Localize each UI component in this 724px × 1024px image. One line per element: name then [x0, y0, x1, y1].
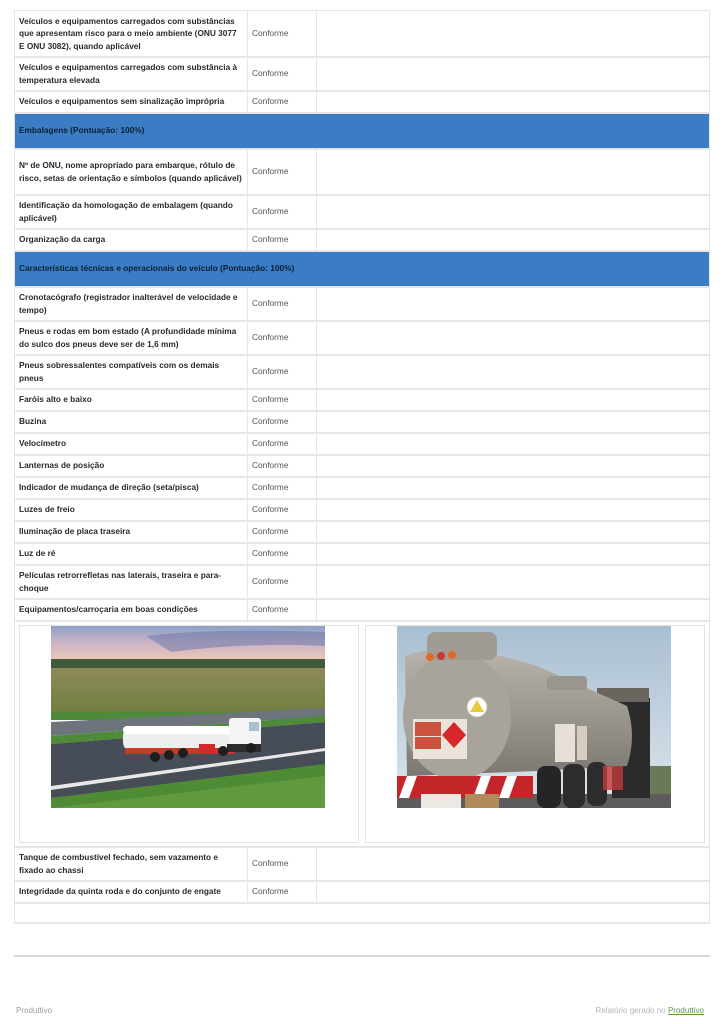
- table-row: [15, 847, 710, 881]
- comment-cell: [317, 321, 710, 355]
- section-header-caracteristicas: [15, 251, 710, 287]
- comment-cell: [317, 847, 710, 881]
- answer-cell: Conforme: [248, 11, 317, 57]
- table-row: [15, 499, 710, 521]
- question-cell: Luz de ré: [15, 543, 248, 565]
- comment-cell: [317, 599, 710, 621]
- comment-cell: [317, 91, 710, 113]
- answer-cell: Conforme: [248, 57, 317, 91]
- footer-divider: [14, 955, 710, 957]
- table-row: [15, 321, 710, 355]
- table-row: [15, 599, 710, 621]
- checklist-table: [14, 10, 710, 924]
- comment-cell: [317, 477, 710, 499]
- answer-cell: Conforme: [248, 881, 317, 903]
- comment-cell: [317, 499, 710, 521]
- answer-cell: Conforme: [248, 229, 317, 251]
- question-cell: Faróis alto e baixo: [15, 389, 248, 411]
- photo-row: [15, 621, 710, 847]
- table-row: [15, 355, 710, 389]
- question-cell: Pneus e rodas em bom estado (A profundidade mínima do sulco dos pneus deve ser de 1,6 mm): [15, 321, 248, 355]
- question-cell: Veículos e equipamentos carregados com substâncias que apresentam risco para o meio ambiente (ONU 3077 E ONU 3082), quando aplicável: [15, 11, 248, 57]
- comment-cell: [317, 543, 710, 565]
- comment-cell: [317, 11, 710, 57]
- answer-cell: Conforme: [248, 321, 317, 355]
- table-row: [15, 521, 710, 543]
- report-page: [14, 10, 710, 924]
- comment-cell: [317, 881, 710, 903]
- photo-frame[interactable]: [19, 625, 359, 843]
- table-row: [15, 411, 710, 433]
- answer-cell: Conforme: [248, 499, 317, 521]
- table-tail-spacer: [15, 903, 710, 923]
- question-cell: Indicador de mudança de direção (seta/pisca): [15, 477, 248, 499]
- answer-cell: Conforme: [248, 477, 317, 499]
- comment-cell: [317, 195, 710, 229]
- comment-cell: [317, 229, 710, 251]
- table-row: [15, 565, 710, 599]
- table-row: [15, 455, 710, 477]
- table-row: [15, 57, 710, 91]
- answer-cell: Conforme: [248, 355, 317, 389]
- question-cell: Cronotacógrafo (registrador inalterável de velocidade e tempo): [15, 287, 248, 321]
- table-row: [15, 477, 710, 499]
- answer-cell: Conforme: [248, 91, 317, 113]
- photo-tanker-highway[interactable]: [51, 626, 325, 808]
- answer-cell: Conforme: [248, 543, 317, 565]
- question-cell: Veículos e equipamentos sem sinalização imprópria: [15, 91, 248, 113]
- answer-cell: Conforme: [248, 287, 317, 321]
- answer-cell: Conforme: [248, 149, 317, 195]
- comment-cell: [317, 389, 710, 411]
- footer-produttivo-link[interactable]: Produttivo: [667, 1006, 704, 1015]
- answer-cell: Conforme: [248, 433, 317, 455]
- answer-cell: Conforme: [248, 521, 317, 543]
- question-cell: Nº de ONU, nome apropriado para embarque, rótulo de risco, setas de orientação e símbolos (quando aplicável): [15, 149, 248, 195]
- question-cell: Organização da carga: [15, 229, 248, 251]
- answer-cell: Conforme: [248, 389, 317, 411]
- question-cell: Buzina: [15, 411, 248, 433]
- footer-generated-by: [595, 1006, 704, 1015]
- table-row: [15, 389, 710, 411]
- answer-cell: Conforme: [248, 195, 317, 229]
- comment-cell: [317, 355, 710, 389]
- section-header-embalagens: [15, 113, 710, 149]
- question-cell: Velocímetro: [15, 433, 248, 455]
- table-row: [15, 881, 710, 903]
- photo-tanker-rear[interactable]: [397, 626, 671, 808]
- table-row: [15, 543, 710, 565]
- photo-gallery: [19, 625, 705, 843]
- answer-cell: Conforme: [248, 411, 317, 433]
- section-title: Embalagens (Pontuação: 100%): [15, 113, 710, 149]
- answer-cell: Conforme: [248, 565, 317, 599]
- comment-cell: [317, 521, 710, 543]
- table-row: [15, 195, 710, 229]
- question-cell: Identificação da homologação de embalagem (quando aplicável): [15, 195, 248, 229]
- comment-cell: [317, 149, 710, 195]
- question-cell: Tanque de combustível fechado, sem vazamento e fixado ao chassi: [15, 847, 248, 881]
- photo-frame[interactable]: [365, 625, 705, 843]
- question-cell: Integridade da quinta roda e do conjunto de engate: [15, 881, 248, 903]
- table-row: [15, 287, 710, 321]
- question-cell: Iluminação de placa traseira: [15, 521, 248, 543]
- answer-cell: Conforme: [248, 847, 317, 881]
- answer-cell: Conforme: [248, 455, 317, 477]
- question-cell: Pneus sobressalentes compatíveis com os demais pneus: [15, 355, 248, 389]
- comment-cell: [317, 433, 710, 455]
- comment-cell: [317, 57, 710, 91]
- comment-cell: [317, 411, 710, 433]
- question-cell: Equipamentos/carroçaria em boas condições: [15, 599, 248, 621]
- answer-cell: Conforme: [248, 599, 317, 621]
- table-row: [15, 91, 710, 113]
- section-title: Características técnicas e operacionais do veículo (Pontuação: 100%): [15, 251, 710, 287]
- question-cell: Luzes de freio: [15, 499, 248, 521]
- question-cell: Lanternas de posição: [15, 455, 248, 477]
- table-row: [15, 433, 710, 455]
- question-cell: Películas retrorrefletas nas laterais, traseira e para-choque: [15, 565, 248, 599]
- table-row: [15, 11, 710, 57]
- comment-cell: [317, 287, 710, 321]
- footer-generated-label: Relatório gerado no: [595, 1006, 666, 1015]
- comment-cell: [317, 455, 710, 477]
- table-row: [15, 149, 710, 195]
- comment-cell: [317, 565, 710, 599]
- question-cell: Veículos e equipamentos carregados com substância à temperatura elevada: [15, 57, 248, 91]
- footer-brand: Produttivo: [16, 1006, 53, 1015]
- table-row: [15, 229, 710, 251]
